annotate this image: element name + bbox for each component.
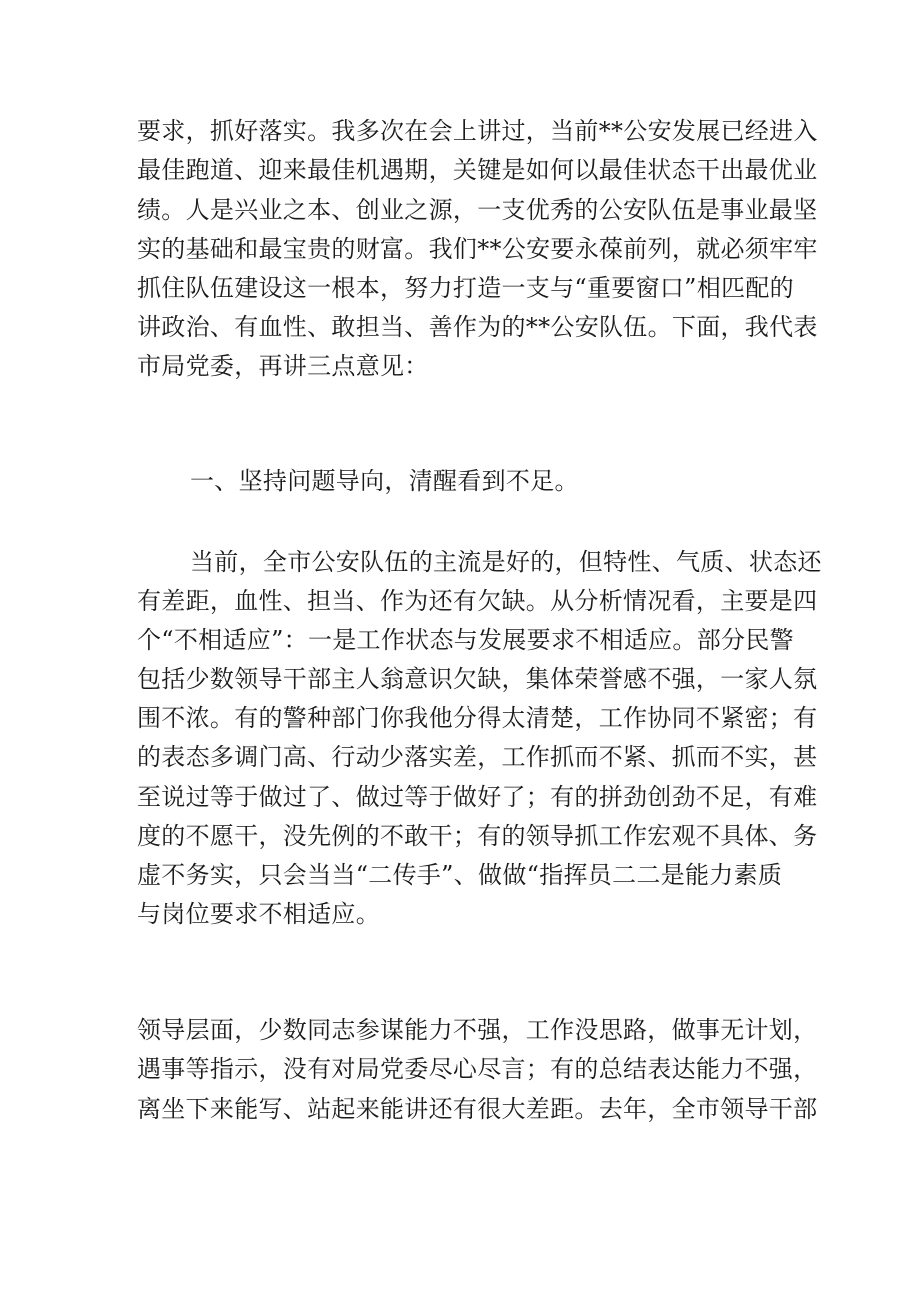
section-heading-1: 一、坚持问题导向，清醒看到不足。 — [190, 467, 579, 495]
paragraph-3-line-3: 离坐下来能写、站起来能讲还有很大差距。去年，全市领导干部 — [137, 1095, 818, 1123]
paragraph-2-line-4: 包括少数领导干部主人翁意识欠缺，集体荣誉感不强，一家人氛 — [137, 665, 818, 693]
paragraph-2-line-8: 度的不愿干，没先例的不敢干；有的领导抓工作宏观不具体、务 — [137, 822, 818, 850]
paragraph-1-line-7: 市局党委，再讲三点意见： — [137, 352, 429, 380]
paragraph-2-line-9: 虚不务实，只会当当“二传手”、做做“指挥员二二是能力素质 — [137, 861, 783, 889]
paragraph-2-line-1: 当前，全市公安队伍的主流是好的，但特性、气质、状态还 — [190, 548, 822, 576]
paragraph-2-line-7: 至说过等于做过了、做过等于做好了；有的拼劲创劲不足，有难 — [137, 783, 818, 811]
paragraph-1-line-3: 绩。人是兴业之本、创业之源，一支优秀的公安队伍是事业最坚 — [137, 196, 818, 224]
paragraph-2-line-2: 有差距，血性、担当、作为还有欠缺。从分析情况看，主要是四 — [137, 587, 818, 615]
paragraph-2-line-10: 与岗位要求不相适应。 — [137, 900, 380, 928]
paragraph-3-line-2: 遇事等指示，没有对局党委尽心尽言；有的总结表达能力不强， — [137, 1055, 818, 1083]
paragraph-2-line-3: 个“不相适应”：一是工作状态与发展要求不相适应。部分民警 — [137, 626, 794, 654]
paragraph-3-line-1: 领导层面，少数同志参谋能力不强，工作没思路，做事无计划， — [137, 1016, 818, 1044]
paragraph-1-line-6: 讲政治、有血性、敢担当、善作为的**公安队伍。下面，我代表 — [137, 313, 818, 341]
paragraph-1-line-2: 最佳跑道、迎来最佳机遇期，关键是如何以最佳状态干出最优业 — [137, 156, 818, 184]
paragraph-2-line-5: 围不浓。有的警种部门你我他分得太清楚，工作协同不紧密；有 — [137, 704, 818, 732]
paragraph-1-line-1: 要求，抓好落实。我多次在会上讲过，当前**公安发展已经进入 — [137, 117, 818, 145]
paragraph-1-line-5: 抓住队伍建设这一根本，努力打造一支与“重要窗口”相匹配的 — [137, 274, 794, 302]
paragraph-1-line-4: 实的基础和最宝贵的财富。我们**公安要永葆前列，就必须牢牢 — [137, 235, 818, 263]
paragraph-2-line-6: 的表态多调门高、行动少落实差，工作抓而不紧、抓而不实，甚 — [137, 743, 818, 771]
